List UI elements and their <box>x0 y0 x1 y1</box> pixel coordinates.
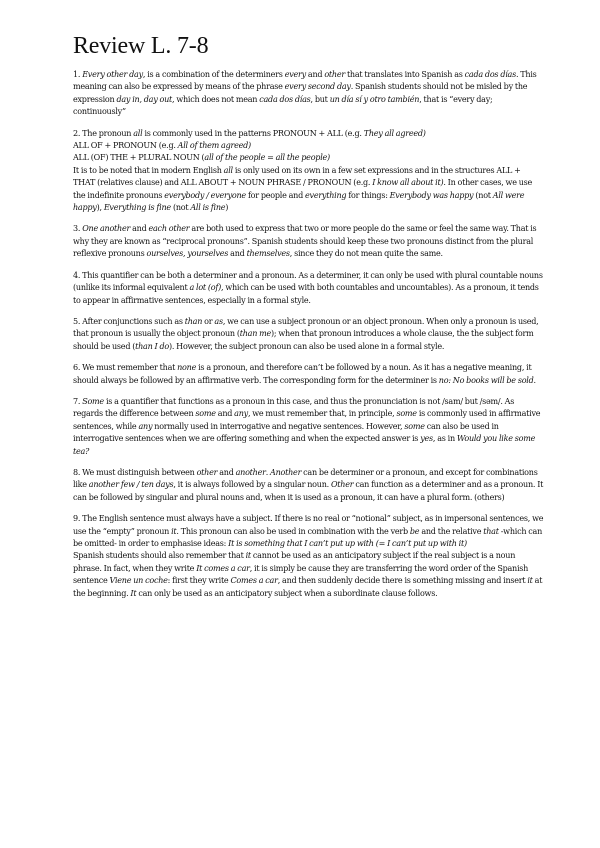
italic-text: other <box>324 70 345 79</box>
italic-text: than me <box>239 329 272 339</box>
italic-text: All of them agreed) <box>177 141 251 151</box>
text-run: ALL (OF) THE + PLURAL NOUN ( <box>73 153 205 163</box>
italic-text: some <box>195 409 216 419</box>
text-run: can function as a determiner and as a pronoun. It can be followed by singular and plural nouns and, when it is used as a pronoun, it can have a plural form. (others) <box>73 480 544 502</box>
text-run: . <box>265 467 271 477</box>
paragraph-line <box>73 362 544 387</box>
italic-text: ourselves, yourselves <box>146 249 229 259</box>
paragraph-line <box>73 513 544 550</box>
text-run: ). However, the subject pronoun can also be used alone in a formal style. <box>168 341 445 351</box>
text-run: can be determiner or a pronoun, and except for combinations like <box>73 467 538 490</box>
italic-text: everything <box>305 190 347 200</box>
italic-text: as <box>214 316 223 326</box>
text-run: , since they do not mean quite the same. <box>289 249 443 259</box>
paragraph-line <box>73 140 544 152</box>
italic-text: it <box>245 551 251 561</box>
text-run: ); when that pronoun introduces a whole clause, the the subject form should be used ( <box>73 329 534 351</box>
italic-text: Other <box>330 480 354 490</box>
italic-text: un día sí y otro también <box>329 94 420 104</box>
italic-text: Everybody was happy <box>389 190 474 200</box>
italic-text: other <box>196 467 218 477</box>
italic-text: All were happy <box>73 190 525 213</box>
text-run: , as in <box>432 434 457 444</box>
text-run: 1. <box>73 70 83 79</box>
italic-text: It is something that I can’t put up with (= I can’t put up with it) <box>228 539 467 548</box>
text-run: and <box>130 224 149 234</box>
text-run: ), <box>96 203 104 213</box>
text-run: 4. This quantifier can be both a determiner and a pronoun. As a determiner, it can only be used with plural countable nouns (unlike its informal equivalent <box>73 270 543 293</box>
text-run: , but <box>310 94 330 104</box>
text-run: 8. We must distinguish between <box>73 467 197 477</box>
text-run: ) <box>225 203 229 213</box>
text-run: can also be used in interrogative sentences when we are offering something and when the expected answer is <box>73 421 499 444</box>
text-run: and <box>228 249 247 259</box>
italic-text: all <box>223 165 233 175</box>
text-run: is only used on its own in a few set expressions and in the structures ALL + THAT (relatives clause) and ALL ABOUT + NOUN PHRASE / PRONOUN (e.g. <box>73 165 521 188</box>
italic-text: any <box>234 409 248 419</box>
paragraph-8 <box>73 467 544 504</box>
text-run: and the relative <box>419 526 484 536</box>
text-run: are both used to express that two or more people do the same or feel the same way. That is why they are known as “reciprocal pronouns”. Spanish students should keep these two pronouns distinct from the plural reflexive pronouns <box>73 224 537 259</box>
text-run: , we must remember that, in principle, <box>247 409 397 419</box>
paragraph-line <box>73 128 544 140</box>
text-run: normally used in interrogative and negative sentences. However, <box>152 421 405 431</box>
italic-text: Comes a car <box>230 576 278 586</box>
text-run: ALL OF + PRONOUN (e.g. <box>73 141 178 151</box>
text-run: and <box>215 409 235 419</box>
paragraph-1 <box>73 69 544 119</box>
italic-text: Viene un coche <box>109 576 168 586</box>
text-run: (not <box>473 190 493 200</box>
paragraph-line <box>73 152 544 164</box>
italic-text: a lot (of) <box>189 283 222 293</box>
italic-text: It <box>130 588 137 598</box>
text-run: is commonly used in the patterns PRONOUN + ALL (e.g. <box>142 128 364 138</box>
paragraph-line <box>73 69 544 119</box>
text-run: : first they write <box>167 576 231 586</box>
italic-text: cada dos días <box>464 70 516 79</box>
text-run: , and then suddenly decide there is something missing and insert <box>277 576 528 586</box>
text-run: , is a combination of the determiners <box>142 70 285 79</box>
paragraph-6 <box>73 362 544 387</box>
text-run: 6. We must remember that <box>73 363 178 373</box>
text-run: , which can be used with both countables and uncountables). As a pronoun, it tends to appear in affirmative sentences, especially in a formal style. <box>73 283 539 305</box>
italic-text: any <box>138 421 153 431</box>
page-title: Review L. 7-8 <box>73 33 209 59</box>
paragraph-line <box>73 223 544 260</box>
italic-text: All is fine <box>190 203 226 213</box>
italic-text: each other <box>148 224 190 234</box>
italic-text: than <box>184 316 203 326</box>
paragraph-9 <box>73 513 544 600</box>
italic-text: none <box>177 363 197 373</box>
text-run: Spanish students should also remember that <box>73 551 246 561</box>
text-run: , which does not mean <box>172 94 260 104</box>
italic-text: than I do <box>135 341 169 351</box>
text-run: is commonly used in affirmative sentences, while <box>73 409 541 431</box>
italic-text: some <box>396 409 417 419</box>
paragraph-3 <box>73 223 544 260</box>
text-run: is a pronoun, and therefore can’t be followed by a noun. As it has a negative meaning, it should always be followed by an affirmative verb. The corresponding form for the determiner is <box>73 363 532 385</box>
text-run: -which can be omitted- in order to emphasise ideas: <box>73 526 543 548</box>
text-run: (not <box>170 203 191 213</box>
italic-text: I know all about it). <box>372 178 446 188</box>
text-run: It is to be noted that in modern English <box>73 165 224 175</box>
paragraph-line <box>73 270 544 307</box>
italic-text: Another <box>270 467 302 477</box>
paragraph-5 <box>73 316 544 353</box>
text-run: , it is always followed by a singular noun. <box>173 480 331 490</box>
italic-text: it <box>171 526 177 536</box>
text-run: . This meaning can also be expressed by means of the phrase <box>73 70 537 92</box>
italic-text: Some <box>82 396 104 406</box>
italic-text: no: No books will be sold. <box>438 375 536 385</box>
text-run: . This pronoun can also be used in combination with the verb <box>176 526 410 536</box>
italic-text: It comes a car <box>196 563 250 573</box>
italic-text: be <box>409 526 420 536</box>
text-run: and <box>217 467 236 477</box>
text-run: can only be used as an anticipatory subject when a subordinate clause follows. <box>136 588 438 598</box>
paragraph-line <box>73 467 544 504</box>
italic-text: Every other day <box>82 70 143 79</box>
text-run: for things: <box>346 190 390 200</box>
italic-text: another few / ten days <box>88 480 174 490</box>
italic-text: another <box>235 467 266 477</box>
paragraph-line <box>73 550 544 600</box>
text-run: , it is simply be cause they are transferring the word order of the Spanish sentence <box>73 563 529 586</box>
text-run: , we can use a subject pronoun or an object pronoun. When only a pronoun is used, that pronoun is usually the object pronoun ( <box>73 316 539 339</box>
italic-text: Would you like some tea? <box>73 434 536 456</box>
text-run: for people and <box>245 190 306 200</box>
italic-text: that <box>483 526 499 536</box>
text-run: at the beginning. <box>73 576 543 598</box>
paragraph-line <box>73 396 544 458</box>
text-run: 7. <box>73 396 83 406</box>
italic-text: day in, day out <box>116 94 173 104</box>
text-run: , that is “every day; continuously” <box>73 94 493 117</box>
italic-text: all <box>133 128 143 138</box>
italic-text: yes <box>420 434 433 444</box>
text-run: and <box>305 70 325 79</box>
text-run: 9. The English sentence must always have a subject. If there is no real or “notional” subject, as in impersonal sentences, we use the “empty” pronoun <box>73 514 544 536</box>
italic-text: it <box>527 576 533 586</box>
text-run: cannot be used as an anticipatory subject if the real subject is a noun phrase. In fact, when they write <box>73 551 516 573</box>
italic-text: every <box>284 70 306 79</box>
text-run: In other cases, we use the indefinite pronouns <box>73 178 533 200</box>
italic-text: some <box>404 421 425 431</box>
italic-text: all of the people = all the people) <box>204 153 330 163</box>
italic-text: One another <box>82 224 131 234</box>
text-run: that translates into Spanish as <box>344 70 465 79</box>
text-run: . Spanish students should not be misled by the expression <box>73 82 528 104</box>
italic-text: cada dos días <box>259 94 311 104</box>
italic-text: every second day <box>284 82 351 92</box>
italic-text: everybody / everyone <box>164 190 246 200</box>
italic-text: themselves <box>246 249 290 259</box>
italic-text: Everything is fine <box>103 203 171 213</box>
paragraph-4 <box>73 270 544 307</box>
paragraph-line <box>73 316 544 353</box>
italic-text: They all agreed) <box>363 128 426 138</box>
paragraph-7 <box>73 396 544 458</box>
paragraph-2 <box>73 128 544 215</box>
paragraph-line <box>73 165 544 215</box>
text-run: 5. After conjunctions such as <box>73 316 185 326</box>
text-run: or <box>202 316 215 326</box>
text-run: 3. <box>73 224 83 234</box>
text-run: is a quantifier that functions as a pronoun in this case, and thus the pronunciation is not /sam/ but /səm/. As regards the difference between <box>73 396 515 419</box>
document-body <box>73 69 544 600</box>
text-run: 2. The pronoun <box>73 128 134 138</box>
